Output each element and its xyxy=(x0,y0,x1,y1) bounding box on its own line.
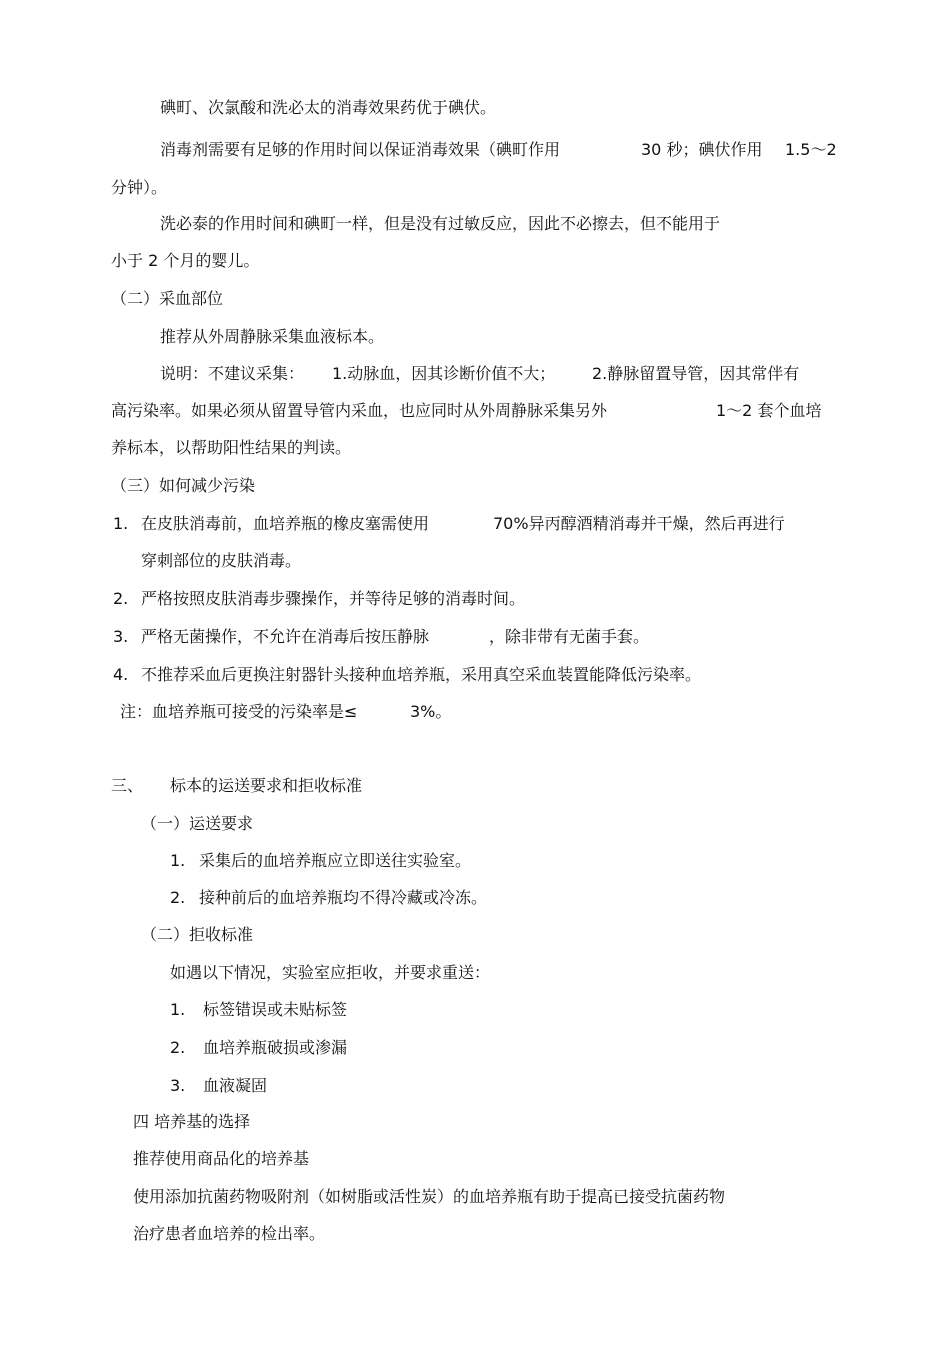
note-contamination-rate-a: 注：血培养瓶可接受的污染率是≤ xyxy=(120,702,358,721)
list-item-rubber-stopper-a: 在皮肤消毒前，血培养瓶的橡皮塞需使用 xyxy=(141,514,430,533)
note-label: 说明：不建议采集： xyxy=(160,364,305,383)
list-item-rubber-stopper-line2: 穿刺部位的皮肤消毒。 xyxy=(141,551,302,570)
list-item-number: 1. xyxy=(113,514,129,533)
note-contamination-rate-b: 3%。 xyxy=(410,702,452,721)
text-adsorbent-bottles: 使用添加抗菌药物吸附剂（如树脂或活性炭）的血培养瓶有助于提高已接受抗菌药物 xyxy=(133,1187,726,1206)
note-line3: 养标本，以帮助阳性结果的判读。 xyxy=(111,438,352,457)
paragraph-chlorhexidine-line1: 洗必泰的作用时间和碘町一样，但是没有过敏反应，因此不必擦去，但不能用于 xyxy=(160,214,721,233)
note-venous-catheter: 2.静脉留置导管，因其常伴有 xyxy=(592,364,800,383)
list-item-aseptic-a: 严格无菌操作，不允许在消毒后按压静脉 xyxy=(141,627,430,646)
text-detection-rate: 治疗患者血培养的检出率。 xyxy=(133,1224,326,1243)
list-item-number: 2. xyxy=(170,1038,186,1057)
paragraph-action-time-a: 消毒剂需要有足够的作用时间以保证消毒效果（碘町作用 xyxy=(160,140,561,159)
list-item-transport-no-refrigeration: 接种前后的血培养瓶均不得冷藏或冷冻。 xyxy=(199,888,488,907)
list-item-label-error: 标签错误或未贴标签 xyxy=(203,1000,348,1019)
paragraph-action-time-b: 30 秒；碘伏作用 xyxy=(641,140,763,159)
section-three-title: 标本的运送要求和拒收标准 xyxy=(170,776,363,795)
list-item-number: 2. xyxy=(113,589,129,608)
list-item-number: 2. xyxy=(170,888,186,907)
paragraph-disinfectant-efficacy: 碘町、次氯酸和洗必太的消毒效果药优于碘伏。 xyxy=(160,98,497,117)
heading-reduce-contamination: （三）如何减少污染 xyxy=(111,476,256,495)
heading-media-selection: 四 培养基的选择 xyxy=(133,1112,251,1131)
list-item-transport-immediate: 采集后的血培养瓶应立即送往实验室。 xyxy=(199,851,472,870)
list-item-rubber-stopper-b: 70%异丙醇酒精消毒并干燥，然后再进行 xyxy=(493,514,785,533)
list-item-number: 3. xyxy=(113,627,129,646)
section-three-number: 三、 xyxy=(111,776,144,795)
list-item-number: 3. xyxy=(170,1076,186,1095)
list-item-number: 1. xyxy=(170,851,186,870)
text-rejection-intro: 如遇以下情况，实验室应拒收，并要求重送： xyxy=(170,963,491,982)
heading-transport: （一）运送要求 xyxy=(141,814,254,833)
note-line2-b: 1～2 套个血培 xyxy=(716,401,822,420)
note-line2-a: 高污染率。如果必须从留置导管内采血，也应同时从外周静脉采集另外 xyxy=(111,401,608,420)
heading-rejection: （二）拒收标准 xyxy=(141,925,254,944)
list-item-number: 4. xyxy=(113,665,129,684)
list-item-vacuum-collection: 不推荐采血后更换注射器针头接种血培养瓶，采用真空采血装置能降低污染率。 xyxy=(141,665,702,684)
paragraph-chlorhexidine-line2: 小于 2 个月的婴儿。 xyxy=(111,251,260,270)
paragraph-action-time-c: 1.5～2 xyxy=(785,140,837,159)
heading-sampling-site: （二）采血部位 xyxy=(111,289,224,308)
text-commercial-media: 推荐使用商品化的培养基 xyxy=(133,1149,310,1168)
note-arterial-blood: 1.动脉血，因其诊断价值不大； xyxy=(332,364,556,383)
paragraph-action-time-line2: 分钟）。 xyxy=(111,178,168,197)
list-item-bottle-damaged: 血培养瓶破损或渗漏 xyxy=(203,1038,348,1057)
list-item-number: 1. xyxy=(170,1000,186,1019)
list-item-skin-disinfection: 严格按照皮肤消毒步骤操作，并等待足够的消毒时间。 xyxy=(141,589,526,608)
list-item-blood-clotted: 血液凝固 xyxy=(203,1076,268,1095)
text-recommend-peripheral: 推荐从外周静脉采集血液标本。 xyxy=(160,327,385,346)
list-item-aseptic-b: ，除非带有无菌手套。 xyxy=(489,627,650,646)
